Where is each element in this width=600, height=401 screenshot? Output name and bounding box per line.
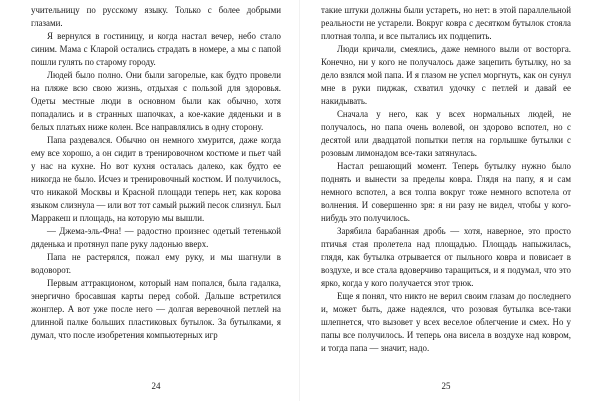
paragraph: Я вернулся в гостиницу, и когда настал вечер, небо стало синим. Мама с Кларой остались страдать в номере, а мы с папой пошли гулять по старому городу. <box>31 31 281 67</box>
left-page-text <box>31 4 281 374</box>
paragraph: учительницу по русскому языку. Только с более добрыми глазами. <box>31 5 281 28</box>
paragraph: Настал решающий момент. Теперь бутылку нужно было поднять и вынести за пределы ковра. Глядя на папу, я и сам немного вспотел, а вся толпа вокруг тоже немного вспотела от волнения. И совершенно зря: я ни разу не видел, чтобы у кого-нибудь это получилось. <box>321 161 571 223</box>
paragraph: Сначала у него, как у всех нормальных людей, не получалось, но папа очень волевой, он здорово вспотел, но с десятой или двадцатой попытки петля на горлышке бутылки с розовым лимонадом все-таки затянулась. <box>321 109 571 158</box>
paragraph: Папа раздевался. Обычно он немного хмурится, даже когда ему все хорошо, а он сидит в тренировочном костюме и пьет чай у нас на кухне. Но вот кухня осталась далеко, как будто ее никогда не было. Исчез и тренировочный костюм. И получилось, что никакой Москвы и Красной площади теперь нет, как корова языком слизнула — или вот тот самый рыжий песок слизнул. Был Марракеш и площадь, на которую мы вышли. <box>31 135 281 223</box>
paragraph: Первым аттракционом, который нам попался, была гадалка, энергично бросавшая карты перед собой. Дальше встретился жонглер. А вот уже после него — долгая веревочной петлей на длинной палке больших пластиковых бутылок. За бутылками, я думал, что после изобретения компьютерных игр <box>31 278 281 340</box>
right-page-text <box>321 4 571 374</box>
paragraph: Зарябила барабанная дробь — хотя, наверное, это просто птичья стая пролетела над площадью. Площадь напыжилась, глядя, как бутылка отрывается от пыльного ковра и повисает в воздухе, и все стала вдоверчиво таращиться, и я подумал, что это ярко, когда у кого получается этот трюк. <box>321 226 571 288</box>
book-gutter <box>299 0 300 401</box>
paragraph: Папа не растерялся, пожал ему руку, и мы шагнули в водоворот. <box>31 252 281 275</box>
page-number-left: 24 <box>151 381 161 391</box>
paragraph: — Джема-эль-Фна! — радостно произнес одетый тетенькой дяденька и протянул папе руку ладонью вверх. <box>31 226 281 249</box>
page-number-right: 25 <box>441 381 451 391</box>
paragraph: Люди кричали, смеялись, даже немного выли от восторга. Конечно, ни у кого не получалось даже зацепить бутылку, но за дело взялся мой папа. И я глазом не успел моргнуть, как он сунул мне в руки пиджак, схватил удочку с петлей и давай ее накидывать. <box>321 44 571 106</box>
paragraph: Еще я понял, что никто не верил своим глазам до последнего и, может быть, даже надеялся, что розовая бутылка все-таки шлепнется, что вызовет у всех веселое облегчение и смех. Но у папы все получилось. И теперь она висела в воздухе над ковром, и тогда папа — значит, надо. <box>321 291 571 353</box>
paragraph: Людей было полно. Они были загорелые, как будто провели на пляже всю свою жизнь, отдыхая с пользой для здоровья. Одеты местные люди в основном были как обычно, хотя попадались и в странных шапочках, а кое-какие дяденьки и в белых платьях ниже колен. Все направлялись в одну сторону. <box>31 70 281 132</box>
paragraph: такие штуки должны были устареть, но нет: в этой параллельной реальности не устарели. Вокруг ковра с десятком бутылок стояла плотная толпа, и все пытались их подцепить. <box>321 5 571 41</box>
